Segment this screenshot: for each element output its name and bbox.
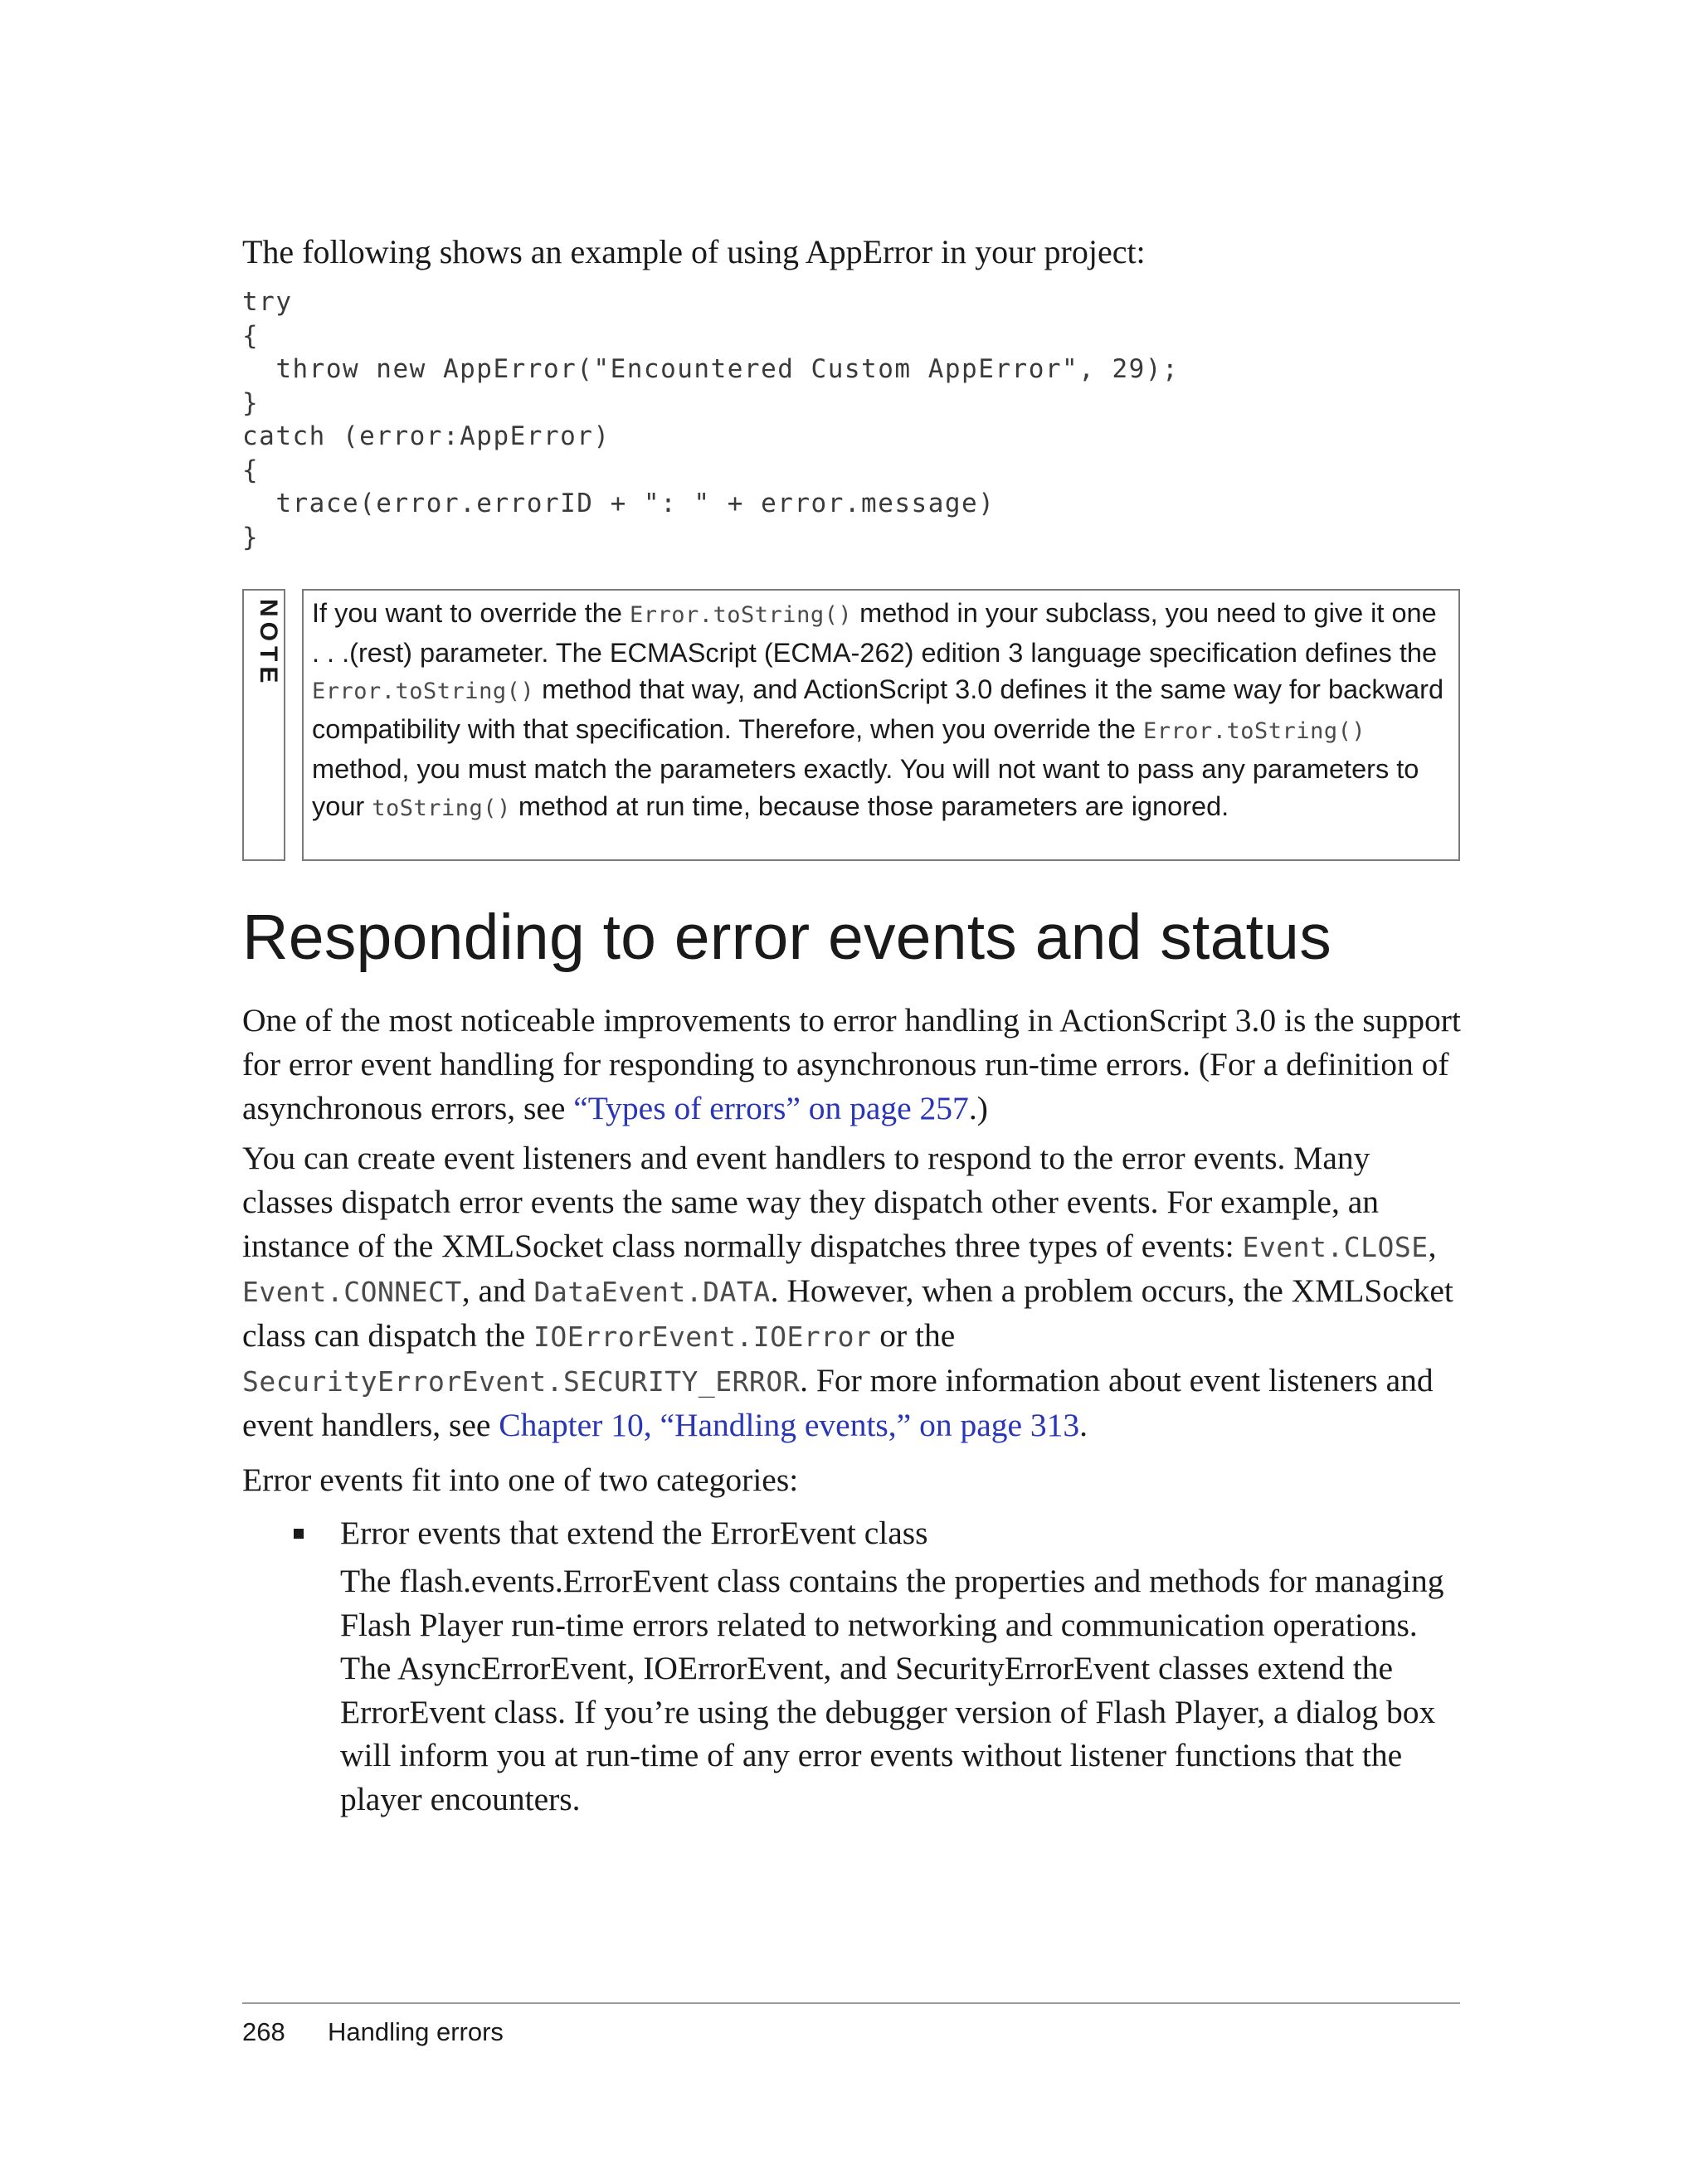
cross-reference-link[interactable]: Chapter 10, “Handling events,” on page 313 xyxy=(499,1407,1080,1443)
note-code: toString() xyxy=(372,795,511,821)
paragraph-categories: Error events fit into one of two categories: xyxy=(242,1462,799,1498)
note-code: Error.toString() xyxy=(1143,718,1366,745)
code-line: } xyxy=(242,387,260,418)
paragraph-text: .) xyxy=(968,1090,988,1126)
inline-code: DataEvent.DATA xyxy=(533,1276,771,1308)
note-code: Error.toString() xyxy=(630,602,853,628)
footer-chapter-title: Handling errors xyxy=(328,2017,504,2046)
paragraph-text: . However, when a problem occurs, the XMLSocket class can dispatch the xyxy=(242,1272,1453,1354)
note-label: NOTE xyxy=(255,599,282,688)
paragraph-text: or the xyxy=(871,1317,956,1354)
note-text: method, you must match the parameters exactly. You will not want to pass any parameters to your xyxy=(312,753,1419,821)
paragraph-text: One of the most noticeable improvements to error handling in ActionScript 3.0 is the support for error event handling for responding to asynchronous run-time errors. (For a definition of asynchronous errors, see xyxy=(242,1002,1461,1126)
note-text: If you want to override the xyxy=(312,598,630,628)
note-text: method at run time, because those parameters are ignored. xyxy=(510,790,1229,821)
paragraph-text: . xyxy=(1079,1407,1088,1443)
intro-paragraph: The following shows an example of using AppError in your project: xyxy=(242,233,1146,270)
bullet-square-icon xyxy=(294,1529,304,1539)
code-line: } xyxy=(242,522,260,552)
code-line: try xyxy=(242,287,293,317)
paragraph-async-errors xyxy=(242,999,1462,1131)
bullet-item xyxy=(287,1511,1465,1556)
page-number: 268 xyxy=(242,2017,285,2046)
section-heading: Responding to error events and status xyxy=(242,902,1331,973)
note-text: method that way, and ActionScript 3.0 defines it the same way for backward compatibility with that specification. Therefore, when you override the xyxy=(312,674,1444,745)
note-code: Error.toString() xyxy=(312,679,535,705)
paragraph-text: . For more information about event listeners and event handlers, see xyxy=(242,1362,1434,1443)
footer-divider xyxy=(242,2002,1460,2004)
note-box xyxy=(302,589,1460,861)
bullet-title: Error events that extend the ErrorEvent class xyxy=(340,1515,928,1551)
inline-code: SecurityErrorEvent.SECURITY_ERROR xyxy=(242,1365,801,1398)
inline-code: Event.CONNECT xyxy=(242,1276,462,1308)
paragraph-event-listeners xyxy=(242,1136,1462,1447)
code-line: trace(error.errorID + ": " + error.message) xyxy=(242,489,996,518)
inline-code: Event.CLOSE xyxy=(1242,1231,1429,1263)
paragraph-text: , and xyxy=(461,1272,534,1309)
code-example xyxy=(242,285,1462,554)
inline-code: IOErrorEvent.IOError xyxy=(533,1321,872,1353)
code-line: throw new AppError("Encountered Custom AppError", 29); xyxy=(242,354,1180,384)
note-text: method in your subclass, you need to give it one . . .(rest) parameter. The ECMAScript (ECMA-262) edition 3 language specification defines the xyxy=(312,598,1438,668)
paragraph-text: You can create event listeners and event handlers to respond to the error events. Many classes dispatch error events the same way they dispatch other events. For example, an instance of the XMLSocket class normally dispatches three types of events: xyxy=(242,1140,1379,1264)
code-line: { xyxy=(242,455,260,485)
note-tab xyxy=(242,589,285,861)
bullet-description: The flash.events.ErrorEvent class contains the properties and methods for managing Flash Player run-time errors related to networking and communication operations. The AsyncErrorEvent, IOErrorEvent, and SecurityErrorEvent classes extend the ErrorEvent class. If you’re using the debugger version of Flash Player, a dialog box will inform you at run-time of any error events without listener functions that the player encounters. xyxy=(340,1563,1444,1817)
cross-reference-link[interactable]: “Types of errors” on page 257 xyxy=(573,1090,969,1126)
code-line: catch (error:AppError) xyxy=(242,421,611,451)
paragraph-text: , xyxy=(1428,1228,1437,1264)
code-line: { xyxy=(242,320,260,351)
